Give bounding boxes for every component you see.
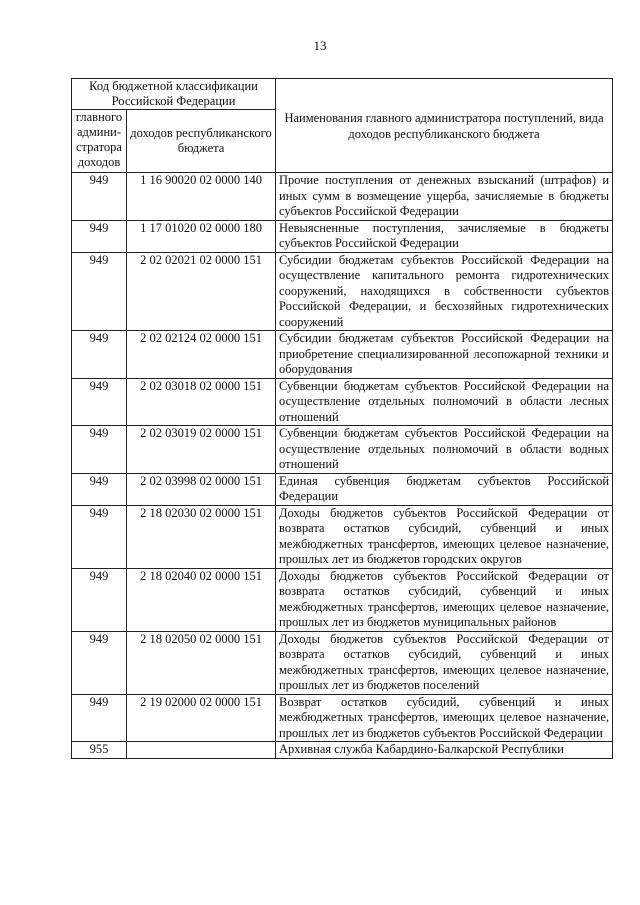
- admin-code-cell: 949: [72, 220, 127, 252]
- income-code-cell: 2 18 02050 02 0000 151: [127, 631, 276, 694]
- income-code-cell: 1 17 01020 02 0000 180: [127, 220, 276, 252]
- income-name-cell: Доходы бюджетов субъектов Российской Федерации от возврата остатков субсидий, субвенций и иных межбюджетных трансфертов, имеющих целевое назначение, прошлых лет из бюджетов городских округов: [276, 505, 613, 568]
- admin-code-cell: 949: [72, 473, 127, 505]
- income-code-cell: 2 02 03018 02 0000 151: [127, 378, 276, 426]
- page-number: 13: [313, 38, 327, 53]
- income-name-cell: Единая субвенция бюджетам субъектов Российской Федерации: [276, 473, 613, 505]
- header-name-column: Наименования главного администратора поступлений, вида доходов республиканского бюджета: [276, 79, 613, 173]
- income-code-cell: 2 02 02124 02 0000 151: [127, 331, 276, 379]
- table-row: [72, 378, 613, 426]
- income-code-cell: 2 02 02021 02 0000 151: [127, 252, 276, 331]
- admin-code-cell: 949: [72, 505, 127, 568]
- header-income-column: доходов республиканского бюджета: [127, 110, 276, 173]
- admin-code-cell: 949: [72, 631, 127, 694]
- admin-code-cell: 949: [72, 331, 127, 379]
- income-name-cell: Прочие поступления от денежных взысканий (штрафов) и иных сумм в возмещение ущерба, зачисляемые в бюджеты субъектов Российской Федерации: [276, 173, 613, 221]
- table-row: [72, 173, 613, 221]
- income-name-cell: Субсидии бюджетам субъектов Российской Федерации на приобретение специализированной лесопожарной техники и оборудования: [276, 331, 613, 379]
- income-code-cell: 2 02 03998 02 0000 151: [127, 473, 276, 505]
- income-name-cell: Возврат остатков субсидий, субвенций и иных межбюджетных трансфертов, имеющих целевое назначение, прошлых лет из бюджетов субъектов Российской Федерации: [276, 694, 613, 742]
- table-row: [72, 742, 613, 759]
- table-row: [72, 331, 613, 379]
- income-name-cell: Доходы бюджетов субъектов Российской Федерации от возврата остатков субсидий, субвенций и иных межбюджетных трансфертов, имеющих целевое назначение, прошлых лет из бюджетов поселений: [276, 631, 613, 694]
- table-header-row: [72, 79, 613, 110]
- admin-code-cell: 949: [72, 173, 127, 221]
- budget-classification-table: [71, 78, 613, 759]
- table-row: [72, 694, 613, 742]
- admin-code-cell: 955: [72, 742, 127, 759]
- income-code-cell: 2 18 02040 02 0000 151: [127, 568, 276, 631]
- admin-code-cell: 949: [72, 378, 127, 426]
- table-row: [72, 220, 613, 252]
- income-name-cell: Доходы бюджетов субъектов Российской Федерации от возврата остатков субсидий, субвенций и иных межбюджетных трансфертов, имеющих целевое назначение, прошлых лет из бюджетов муниципальных районов: [276, 568, 613, 631]
- table-row: [72, 505, 613, 568]
- table-row: [72, 252, 613, 331]
- income-name-cell: Невыясненные поступления, зачисляемые в бюджеты субъектов Российской Федерации: [276, 220, 613, 252]
- table-row: [72, 426, 613, 474]
- income-code-cell: 1 16 90020 02 0000 140: [127, 173, 276, 221]
- income-code-cell: [127, 742, 276, 759]
- admin-code-cell: 949: [72, 694, 127, 742]
- admin-code-cell: 949: [72, 426, 127, 474]
- table-row: [72, 568, 613, 631]
- income-code-cell: 2 18 02030 02 0000 151: [127, 505, 276, 568]
- income-name-cell: Субвенции бюджетам субъектов Российской Федерации на осуществление отдельных полномочий в области лесных отношений: [276, 378, 613, 426]
- income-name-cell: Субсидии бюджетам субъектов Российской Федерации на осуществление капитального ремонта гидротехнических сооружений, находящихся в собственности субъектов Российской Федерации, и бесхозяйных гидротехнических сооружений: [276, 252, 613, 331]
- table-row: [72, 631, 613, 694]
- admin-code-cell: 949: [72, 252, 127, 331]
- admin-code-cell: 949: [72, 568, 127, 631]
- income-code-cell: 2 19 02000 02 0000 151: [127, 694, 276, 742]
- table-row: [72, 473, 613, 505]
- income-name-cell: Субвенции бюджетам субъектов Российской Федерации на осуществление отдельных полномочий в области водных отношений: [276, 426, 613, 474]
- income-code-cell: 2 02 03019 02 0000 151: [127, 426, 276, 474]
- header-admin-column: главного админи-стратора доходов: [72, 110, 127, 173]
- income-name-cell: Архивная служба Кабардино-Балкарской Республики: [276, 742, 613, 759]
- header-group-label: Код бюджетной классификации Российской Федерации: [72, 79, 276, 110]
